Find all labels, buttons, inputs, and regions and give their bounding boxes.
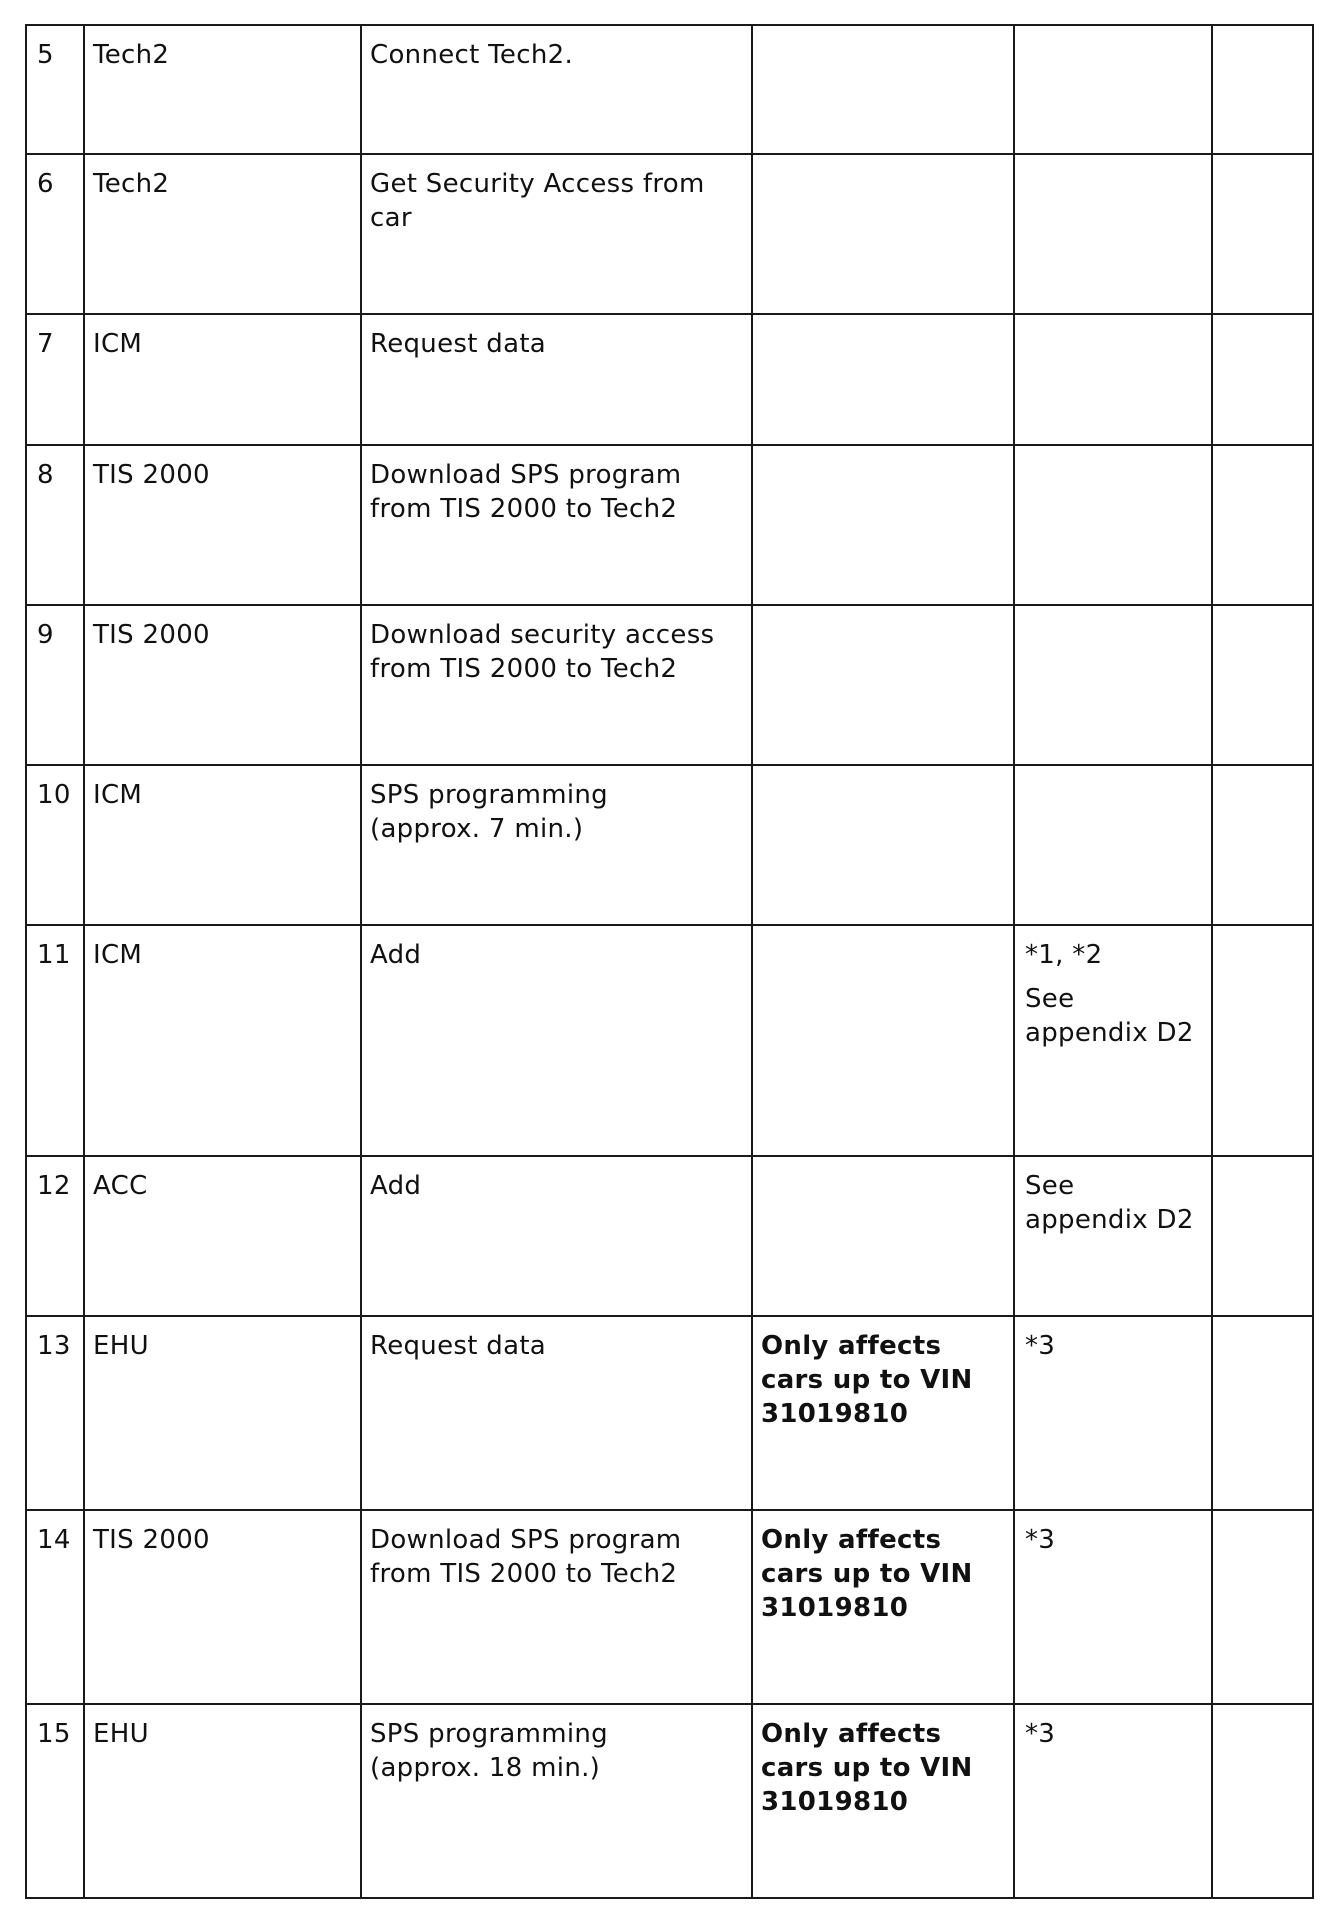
control-unit-cell xyxy=(84,925,361,1156)
table-row xyxy=(26,25,1313,154)
table-row xyxy=(26,1510,1313,1704)
action-cell xyxy=(361,1704,752,1898)
note-cell xyxy=(752,765,1014,925)
remark-cell xyxy=(1014,605,1212,765)
control-unit-cell xyxy=(84,765,361,925)
empty-cell xyxy=(1212,445,1313,605)
step-number-cell xyxy=(26,1510,84,1704)
control-unit-cell xyxy=(84,154,361,314)
step-number-cell xyxy=(26,605,84,765)
table-row xyxy=(26,314,1313,445)
note-text xyxy=(753,1157,1013,1169)
empty-cell xyxy=(1212,605,1313,765)
note-text xyxy=(753,446,1013,458)
step-number: 7 xyxy=(37,329,54,359)
action-text: Add xyxy=(370,940,422,970)
step-number: 14 xyxy=(37,1525,71,1555)
note-cell xyxy=(752,925,1014,1156)
remark-gap xyxy=(1025,972,1203,982)
action-text: Connect Tech2. xyxy=(370,40,574,70)
note-cell xyxy=(752,314,1014,445)
action-text: Download SPS program from TIS 2000 to Tech2 xyxy=(370,460,682,524)
table-row xyxy=(26,154,1313,314)
control-unit: ICM xyxy=(93,329,143,359)
action-text: Request data xyxy=(370,1331,547,1361)
control-unit-cell xyxy=(84,314,361,445)
remark-cell xyxy=(1014,1510,1212,1704)
remark-cell xyxy=(1014,1704,1212,1898)
control-unit: EHU xyxy=(93,1719,149,1749)
step-number-cell xyxy=(26,1704,84,1898)
action-text: SPS programming (approx. 18 min.) xyxy=(370,1719,608,1783)
step-number-cell xyxy=(26,314,84,445)
remark-cell xyxy=(1014,314,1212,445)
action-cell xyxy=(361,445,752,605)
control-unit-cell xyxy=(84,1316,361,1510)
empty-cell xyxy=(1212,25,1313,154)
note-text xyxy=(753,26,1013,38)
note-text: Only affects cars up to VIN 31019810 xyxy=(761,1719,973,1817)
control-unit: Tech2 xyxy=(93,40,170,70)
step-number: 15 xyxy=(37,1719,71,1749)
empty-cell xyxy=(1212,925,1313,1156)
control-unit-cell xyxy=(84,605,361,765)
step-number: 10 xyxy=(37,780,71,810)
table-row xyxy=(26,925,1313,1156)
remark-text: See appendix D2 xyxy=(1025,984,1194,1048)
note-cell xyxy=(752,605,1014,765)
remark-cell xyxy=(1014,154,1212,314)
action-cell xyxy=(361,1510,752,1704)
action-cell xyxy=(361,314,752,445)
remark-cell xyxy=(1014,25,1212,154)
remark-cell xyxy=(1014,765,1212,925)
table-row xyxy=(26,1704,1313,1898)
step-number: 8 xyxy=(37,460,54,490)
note-text: Only affects cars up to VIN 31019810 xyxy=(761,1331,973,1429)
note-cell xyxy=(752,1316,1014,1510)
action-cell xyxy=(361,154,752,314)
step-number-cell xyxy=(26,154,84,314)
table-row xyxy=(26,1156,1313,1316)
step-number: 9 xyxy=(37,620,54,650)
action-cell xyxy=(361,765,752,925)
note-text xyxy=(753,926,1013,938)
control-unit-cell xyxy=(84,1704,361,1898)
action-text: Download SPS program from TIS 2000 to Tech2 xyxy=(370,1525,682,1589)
note-text xyxy=(753,606,1013,618)
action-cell xyxy=(361,1316,752,1510)
remark-footnote-ref: *3 xyxy=(1025,1331,1056,1361)
step-number-cell xyxy=(26,765,84,925)
control-unit: ICM xyxy=(93,940,143,970)
procedure-table xyxy=(25,24,1314,1899)
action-text: Download security access from TIS 2000 to Tech2 xyxy=(370,620,715,684)
remark-cell xyxy=(1014,925,1212,1156)
control-unit: Tech2 xyxy=(93,169,170,199)
note-cell xyxy=(752,25,1014,154)
control-unit: TIS 2000 xyxy=(93,1525,210,1555)
empty-cell xyxy=(1212,1704,1313,1898)
note-cell xyxy=(752,1704,1014,1898)
empty-cell xyxy=(1212,1156,1313,1316)
control-unit: ACC xyxy=(93,1171,148,1201)
action-text: SPS programming (approx. 7 min.) xyxy=(370,780,608,844)
step-number-cell xyxy=(26,445,84,605)
action-text: Add xyxy=(370,1171,422,1201)
control-unit: TIS 2000 xyxy=(93,620,210,650)
note-text xyxy=(753,766,1013,778)
control-unit-cell xyxy=(84,445,361,605)
step-number-cell xyxy=(26,1316,84,1510)
empty-cell xyxy=(1212,154,1313,314)
empty-cell xyxy=(1212,1316,1313,1510)
action-cell xyxy=(361,605,752,765)
note-cell xyxy=(752,154,1014,314)
action-text: Get Security Access from car xyxy=(370,169,705,233)
control-unit-cell xyxy=(84,1510,361,1704)
step-number-cell xyxy=(26,25,84,154)
step-number-cell xyxy=(26,1156,84,1316)
empty-cell xyxy=(1212,1510,1313,1704)
step-number: 6 xyxy=(37,169,54,199)
remark-footnote-ref: *3 xyxy=(1025,1525,1056,1555)
control-unit: ICM xyxy=(93,780,143,810)
step-number: 12 xyxy=(37,1171,71,1201)
remark-cell xyxy=(1014,1156,1212,1316)
action-cell xyxy=(361,1156,752,1316)
table-row xyxy=(26,765,1313,925)
remark-text: See appendix D2 xyxy=(1025,1171,1194,1235)
note-text: Only affects cars up to VIN 31019810 xyxy=(761,1525,973,1623)
empty-cell xyxy=(1212,314,1313,445)
remark-cell xyxy=(1014,1316,1212,1510)
action-cell xyxy=(361,925,752,1156)
note-text xyxy=(753,155,1013,167)
control-unit-cell xyxy=(84,1156,361,1316)
step-number: 11 xyxy=(37,940,71,970)
action-text: Request data xyxy=(370,329,547,359)
step-number-cell xyxy=(26,925,84,1156)
remark-footnote-ref: *3 xyxy=(1025,1719,1056,1749)
table-row xyxy=(26,445,1313,605)
control-unit-cell xyxy=(84,25,361,154)
step-number: 13 xyxy=(37,1331,71,1361)
empty-cell xyxy=(1212,765,1313,925)
note-cell xyxy=(752,1156,1014,1316)
remark-footnote-ref: *1, *2 xyxy=(1025,940,1103,970)
table-row xyxy=(26,1316,1313,1510)
table-row xyxy=(26,605,1313,765)
control-unit: EHU xyxy=(93,1331,149,1361)
note-cell xyxy=(752,445,1014,605)
control-unit: TIS 2000 xyxy=(93,460,210,490)
note-cell xyxy=(752,1510,1014,1704)
action-cell xyxy=(361,25,752,154)
step-number: 5 xyxy=(37,40,54,70)
remark-cell xyxy=(1014,445,1212,605)
note-text xyxy=(753,315,1013,327)
